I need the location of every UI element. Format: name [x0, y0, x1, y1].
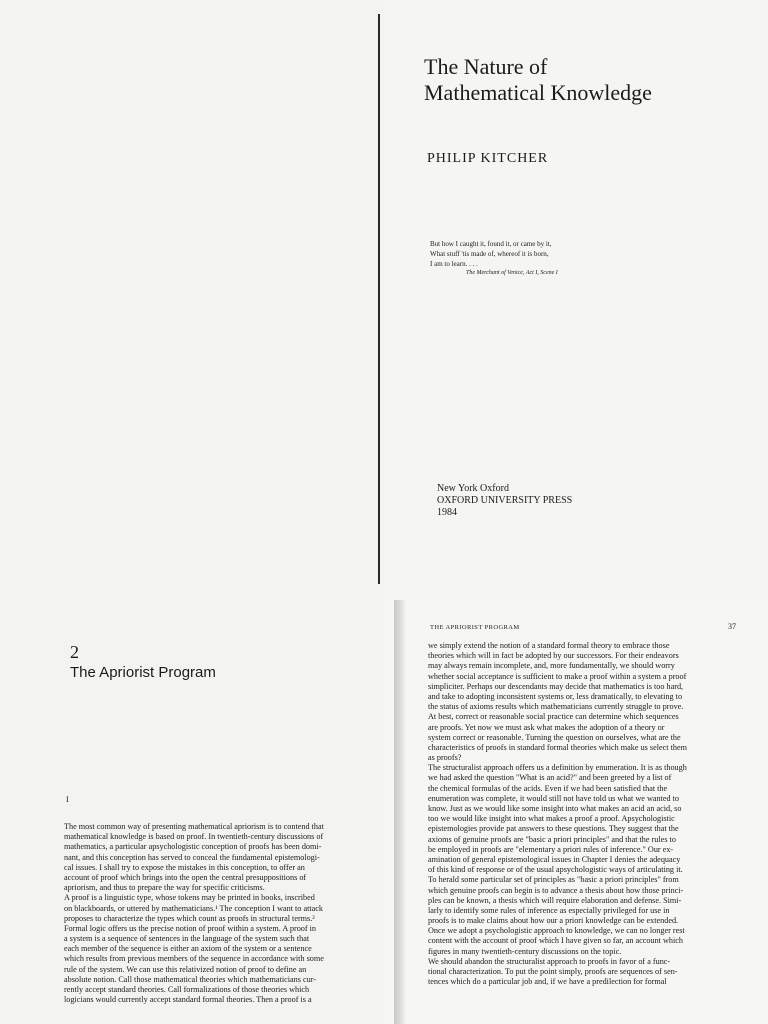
chapter-title: The Apriorist Program — [70, 664, 216, 681]
text-line: system correct or reasonable. Turning the question on ourselves, what are the — [428, 732, 681, 742]
text-line: be employed in proofs are "elementary a priori rules of inference." Our ex- — [428, 844, 674, 854]
text-line: may always remain incomplete, and, more fundamentally, we should worry — [428, 661, 675, 671]
text-line: larly to identify some rules of inference as especially privileged for use in — [428, 905, 670, 915]
text-line: simpliciter. Perhaps our descendants may decide that mathematics is too hard, — [428, 681, 684, 691]
text-line: ples can be known, a thesis which will require elaboration and defense. Simi- — [428, 895, 682, 905]
text-line: cal issues. I shall try to expose the mistakes in this conception, to offer an — [64, 862, 305, 872]
text-line: The most common way of presenting mathematical apriorism is to contend that — [64, 822, 324, 831]
text-line: a system is a sequence of sentences in the language of the system such that — [64, 934, 310, 944]
text-line: the status of axioms results which mathematicians currently struggle to prove. — [428, 702, 684, 712]
text-line: on blackboards, or uttered by mathematicians.¹ The conception I want to attack — [64, 903, 323, 913]
publication-year: 1984 — [437, 507, 457, 518]
text-line: axioms of genuine proofs are "basic a priori principles" and that the rules to — [428, 834, 676, 844]
text-line: of this kind of response or of the usual apsychologistic ways of articulating it. — [428, 865, 683, 875]
text-line: rently accept standard theories. Call formalizations of those theories which — [64, 985, 310, 994]
book-title-line-1: The Nature of — [424, 54, 548, 79]
text-line: A proof is a linguistic type, whose tokens may be printed in books, inscribed — [64, 893, 315, 903]
book-spine-line — [378, 14, 380, 584]
text-line: enumeration was complete, it would still not have told us what we wanted to — [428, 793, 680, 803]
text-line: each member of the sequence is either an axiom of the system or a sentence — [64, 944, 312, 954]
text-line: mathematical knowledge is based on proof. In twentieth-century discussions of — [64, 832, 324, 842]
page-number: 37 — [728, 622, 736, 631]
text-line: To herald some particular set of principles as "basic a priori principles" from — [428, 875, 679, 885]
epigraph-line: What stuff 'tis made of, whereof it is born, — [430, 250, 549, 258]
text-line: tional characterization. To put the point simply, proofs are sequences of sen- — [428, 967, 678, 976]
text-line: account of proof which brings into the open the central presuppositions of — [64, 872, 307, 882]
text-line: whether social acceptance is sufficient to make a proof within a system a proof — [428, 671, 687, 681]
text-line: Formal logic offers us the precise notion of proof within a system. A proof in — [64, 923, 317, 933]
text-line: proofs is to make claims about how our a priori knowledge can be extended. — [428, 916, 679, 926]
publisher-name: OXFORD UNIVERSITY PRESS — [437, 495, 573, 506]
text-line: rule of the system. We can use this relativized notion of proof to define an — [64, 964, 307, 974]
text-line: and take to adopting inconsistent systems or, less dramatically, to elevating to — [428, 691, 683, 701]
text-line: proposes to characterize the types which count as proofs in structural terms.² — [64, 913, 315, 923]
chapter-number: 2 — [70, 642, 79, 662]
text-line: we simply extend the notion of a standard formal theory to embrace those — [428, 641, 670, 650]
text-line: nant, and this conception has served to conceal the fundamental epistemologi- — [64, 852, 320, 862]
text-line: characteristics of proofs in standard formal theories which make us select them — [428, 742, 687, 752]
text-line: figures in many twentieth-century discussions on the topic. — [428, 946, 622, 956]
text-line: as proofs? — [428, 753, 462, 763]
text-line: are proofs. Yet now we must ask what makes the adoption of a theory or — [428, 722, 665, 732]
epigraph-source: The Merchant of Venice, Act I, Scene I — [466, 270, 558, 276]
text-line: which genuine proofs can begin is to advance a thesis about how those princi- — [428, 885, 684, 895]
blank-verso-page — [0, 0, 384, 600]
section-number: I — [66, 795, 69, 804]
book-title-line-2: Mathematical Knowledge — [424, 80, 652, 105]
text-line: theories which will in fact be adopted by our successors. For their endeavors — [428, 651, 679, 661]
text-line: too we would like insight into what makes a proof a proof. Apsychologistic — [428, 814, 675, 824]
chapter-body-text — [64, 822, 376, 1005]
text-line: At best, correct or reasonable social practice can determine which sequences — [428, 712, 679, 722]
text-line: amination of general epistemological issues in Chapter I denies the adequacy — [428, 854, 681, 864]
text-line: Once we adopt a psychologistic approach to knowledge, we can no longer rest — [428, 926, 685, 936]
text-line: absolute notion. Call those mathematical theories which mathematicians cur- — [64, 974, 316, 984]
page-gutter-shadow — [394, 600, 406, 1024]
text-line: tences which do a particular job and, if we have a predilection for formal — [428, 977, 667, 987]
text-line: we had asked the question "What is an acid?" and been greeted by a list of — [428, 773, 672, 783]
text-line: the chemical formulas of the acids. Even if we had been satisfied that the — [428, 783, 668, 793]
book-author: PHILIP KITCHER — [427, 151, 549, 166]
page37-body-text — [428, 641, 740, 987]
epigraph-line: I am to learn. . . . — [430, 260, 478, 268]
text-line: know. Just as we would like some insight into what makes an acid an acid, so — [428, 804, 682, 813]
text-line: content with the account of proof which I have given so far, an account which — [428, 936, 683, 946]
epigraph-line: But how I caught it, found it, or came by it, — [430, 240, 552, 248]
text-line: which results from previous members of the sequence in accordance with some — [64, 954, 324, 964]
text-line: The structuralist approach offers us a definition by enumeration. It is as though — [428, 763, 687, 773]
text-line: logicians would currently accept standard formal theories. Then a proof is a — [64, 995, 312, 1005]
text-line: mathematics, a particular apsychologistic conception of proofs has been domi- — [64, 842, 322, 852]
running-head: THE APRIORIST PROGRAM — [430, 624, 520, 631]
publisher-cities: New York Oxford — [437, 483, 509, 494]
text-line: epistemologies provide pat answers to these questions. They suggest that the — [428, 824, 679, 834]
text-line: apriorism, and thus to prepare the way for specific criticisms. — [64, 883, 265, 893]
text-line: We should abandon the structuralist approach to proofs in favor of a func- — [428, 956, 671, 966]
